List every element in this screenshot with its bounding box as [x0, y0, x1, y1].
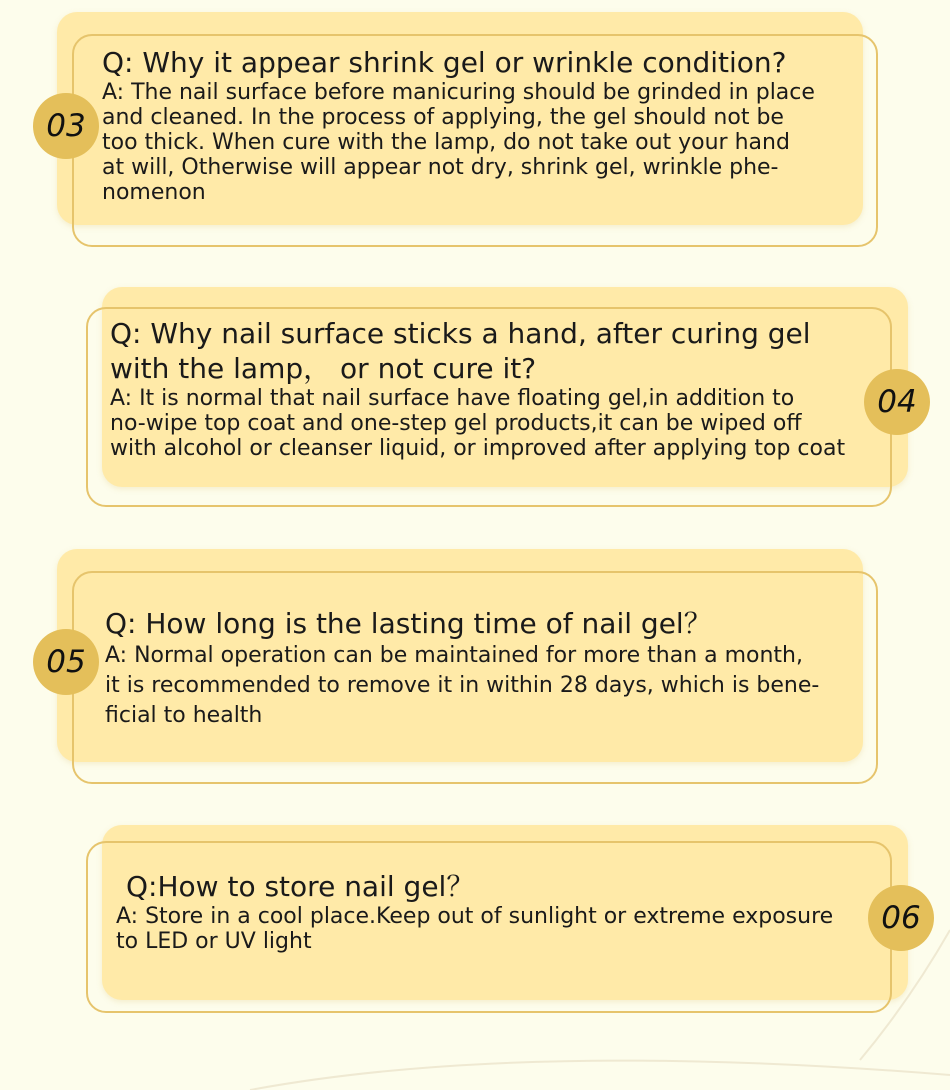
- faq-answer-line: no-wipe top coat and one-step gel products,it can be wiped off: [110, 411, 802, 436]
- faq-text: [105, 606, 865, 731]
- faq-answer-line: ficial to health: [105, 703, 263, 728]
- faq-answer-line: and cleaned. In the process of applying, the gel should not be: [102, 105, 784, 130]
- faq-answer-line: A: Normal operation can be maintained for more than a month,: [105, 643, 803, 668]
- faq-number-badge: 04: [864, 369, 930, 435]
- faq-text: [116, 869, 876, 954]
- faq-answer-line: it is recommended to remove it in within 28 days, which is bene-: [105, 673, 820, 698]
- faq-answer-line: at will, Otherwise will appear not dry, shrink gel, wrinkle phe-: [102, 155, 779, 180]
- faq-answer-line: with alcohol or cleanser liquid, or improved after applying top coat: [110, 436, 846, 461]
- faq-question: Q: Why it appear shrink gel or wrinkle condition?: [102, 46, 787, 79]
- faq-text: [102, 45, 872, 205]
- faq-number-badge: 06: [868, 885, 934, 951]
- faq-answer-line: nomenon: [102, 180, 206, 205]
- faq-answer-line: A: It is normal that nail surface have floating gel,in addition to: [110, 386, 795, 411]
- faq-question: Q:How to store nail gel？: [126, 870, 475, 903]
- faq-answer-line: A: The nail surface before manicuring should be grinded in place: [102, 80, 815, 105]
- faq-number-badge: 05: [33, 629, 99, 695]
- faq-answer-line: too thick. When cure with the lamp, do not take out your hand: [102, 130, 790, 155]
- faq-question-line: with the lamp， or not cure it?: [110, 352, 537, 385]
- faq-number-badge: 03: [33, 93, 99, 159]
- faq-question: Q: How long is the lasting time of nail gel？: [105, 607, 712, 640]
- faq-text: [110, 316, 890, 461]
- faq-answer-line: A: Store in a cool place.Keep out of sunlight or extreme exposure: [116, 904, 834, 929]
- faq-question-line: Q: Why nail surface sticks a hand, after curing gel: [110, 317, 811, 350]
- faq-answer-line: to LED or UV light: [116, 929, 312, 954]
